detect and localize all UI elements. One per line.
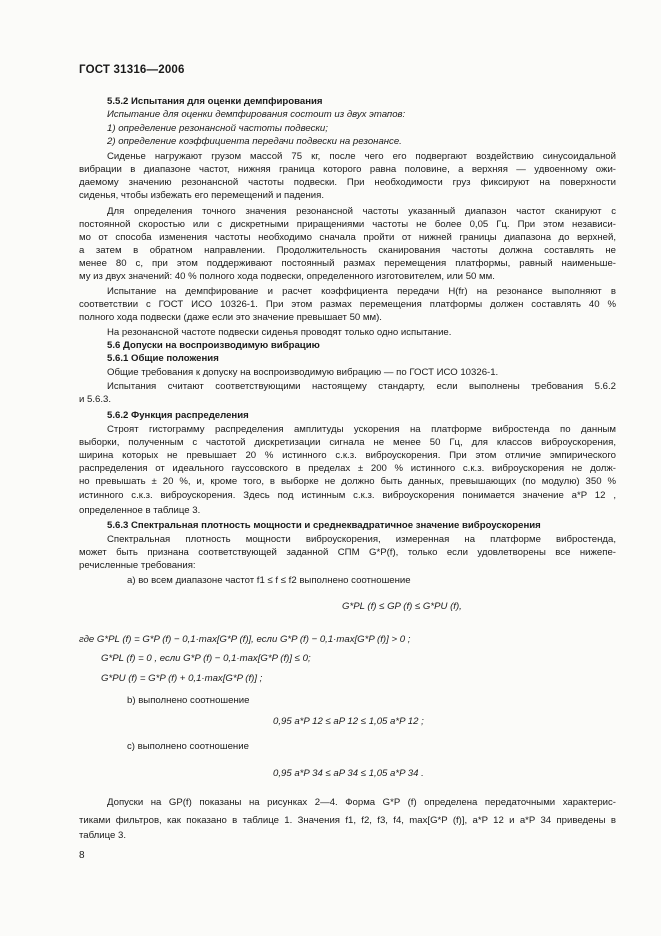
section-5-6-1-title: 5.6.1 Общие положения [107,353,219,364]
paragraph-line: тиками фильтров, как показано в таблице 1. Значения f1, f2, f3, f4, max[G*P (f)], a*P 12 и a*P 34 приведены в [79,815,616,826]
paragraph-line: распределения от идеального гауссовского в пределах ± 200 % истинного с.к.з. виброускорения не долж- [79,463,616,474]
paragraph-line: полного хода подвески (даже если это значение превышает 50 мм). [79,312,382,323]
paragraph-line: но превышать ± 20 %, и, кроме того, в выборке не должно быть данных, превышающих (по модулю) 350 % [79,476,616,487]
paragraph-line: истинного с.к.з. виброускорения. Здесь под истинным с.к.з. виброускорения понимается значение a*P 12 , [79,490,616,501]
paragraph-line: а затем в обратном направлении. Продолжительность сканирования частоты должна составлять не [79,245,616,256]
paragraph-line: соответствии с ГОСТ ИСО 10326-1. При этом размах перемещения платформы должен составлять 40 % [79,299,616,310]
paragraph-line: Строят гистограмму распределения амплитуды ускорения на платформе вибростенда по данным [107,424,616,435]
formula-c: 0,95 a*P 34 ≤ aP 34 ≤ 1,05 a*P 34 . [273,768,424,779]
paragraph-line: вибрации в диапазоне частот, нижняя граница которого равна половине, а верхняя — удвоенному ожи- [79,164,616,175]
paragraph-line: речисленные требования: [79,560,196,571]
section-5-6-3-title: 5.6.3 Спектральная плотность мощности и среднеквадратичное значение виброускорения [107,520,541,531]
requirement-b: b) выполнено соотношение [127,695,250,706]
paragraph-line: таблице 3. [79,830,127,841]
paragraph-line: Допуски на GP(f) показаны на рисунках 2—4. Форма G*P (f) определена передаточными характерис- [107,797,616,808]
step-2: 2) определение коэффициента передачи подвески на резонансе. [107,136,402,147]
formula-b: 0,95 a*P 12 ≤ aP 12 ≤ 1,05 a*P 12 ; [273,716,424,727]
paragraph-line: Испытания считают соответствующими настоящему стандарту, если выполнены требования 5.6.2 [107,381,616,392]
paragraph-line: На резонансной частоте подвески сиденья проводят только одно испытание. [107,327,452,338]
paragraph-line: Спектральная плотность мощности виброускорения, измеренная на платформе вибростенда, [107,534,616,545]
step-1: 1) определение резонансной частоты подвески; [107,123,328,134]
page-number: 8 [79,850,85,861]
definition-upper-bound: G*PU (f) = G*P (f) + 0,1·max[G*P (f)] ; [101,673,263,684]
paragraph-line: ширина которых не превышает 20 % истинного с.к.з. виброускорения. При этом отличие эмпирического [79,450,616,461]
paragraph-line: сиденья, чтобы избежать его перемещений и падения. [79,190,325,201]
paragraph-line: определенное в таблице 3. [79,505,201,516]
section-5-5-2-title: 5.5.2 Испытания для оценки демпфирования [107,96,323,107]
paragraph-line: му из двух значений: 40 % полного хода подвески, определенного изготовителем, или 50 мм. [79,271,495,282]
section-5-6-title: 5.6 Допуски на воспроизводимую вибрацию [107,340,320,351]
formula-a: G*PL (f) ≤ GP (f) ≤ G*PU (f), [342,601,462,612]
paragraph-line: Испытание на демпфирование и расчет коэффициента передачи H(fr) на резонансе выполняют в [107,286,616,297]
paragraph-line: Для определения точного значения резонансной частоты указанный диапазон частот сканируют с [107,206,616,217]
definition-lower-bound: где G*PL (f) = G*P (f) − 0,1·max[G*P (f)], если G*P (f) − 0,1·max[G*P (f)] > 0 ; [79,634,411,645]
paragraph-line: менее 80 с, при этом поддерживают постоянный размах перемещения платформы, равный наименьше- [79,258,616,269]
requirement-c: c) выполнено соотношение [127,741,249,752]
requirement-a: а) во всем диапазоне частот f1 ≤ f ≤ f2 выполнено соотношение [127,575,411,586]
paragraph-line: Общие требования к допуску на воспроизводимую вибрацию — по ГОСТ ИСО 10326-1. [107,367,499,378]
definition-lower-bound-zero: G*PL (f) = 0 , если G*P (f) − 0,1·max[G*P (f)] ≤ 0; [101,653,311,664]
paragraph-line: выборки, полученным с частотой дискретизации сигнала не менее 50 Гц, для классов виброускорения, [79,437,616,448]
paragraph-line: постоянной скоростью или с дискретными приращениями частоты не более 0,05 Гц. При этом независи- [79,219,616,230]
section-5-6-2-title: 5.6.2 Функция распределения [107,410,249,421]
section-5-5-2-intro: Испытание для оценки демпфирования состоит из двух этапов: [107,109,406,120]
paragraph-line: может быть признана соответствующей заданной СПМ G*P(f), только если удовлетворены все нижепе- [79,547,616,558]
standard-header: ГОСТ 31316—2006 [79,64,185,76]
paragraph-line: мо от способа изменения частоты необходимо сначала пройти от нижней границы диапазона до верхней, [79,232,616,243]
paragraph-line: даемому значению резонансной частоты подвески. При необходимости груз фиксируют на поверхности [79,177,616,188]
paragraph-line: и 5.6.3. [79,394,112,405]
paragraph-line: Сиденье нагружают грузом массой 75 кг, после чего его подвергают воздействию синусоидальной [107,151,616,162]
